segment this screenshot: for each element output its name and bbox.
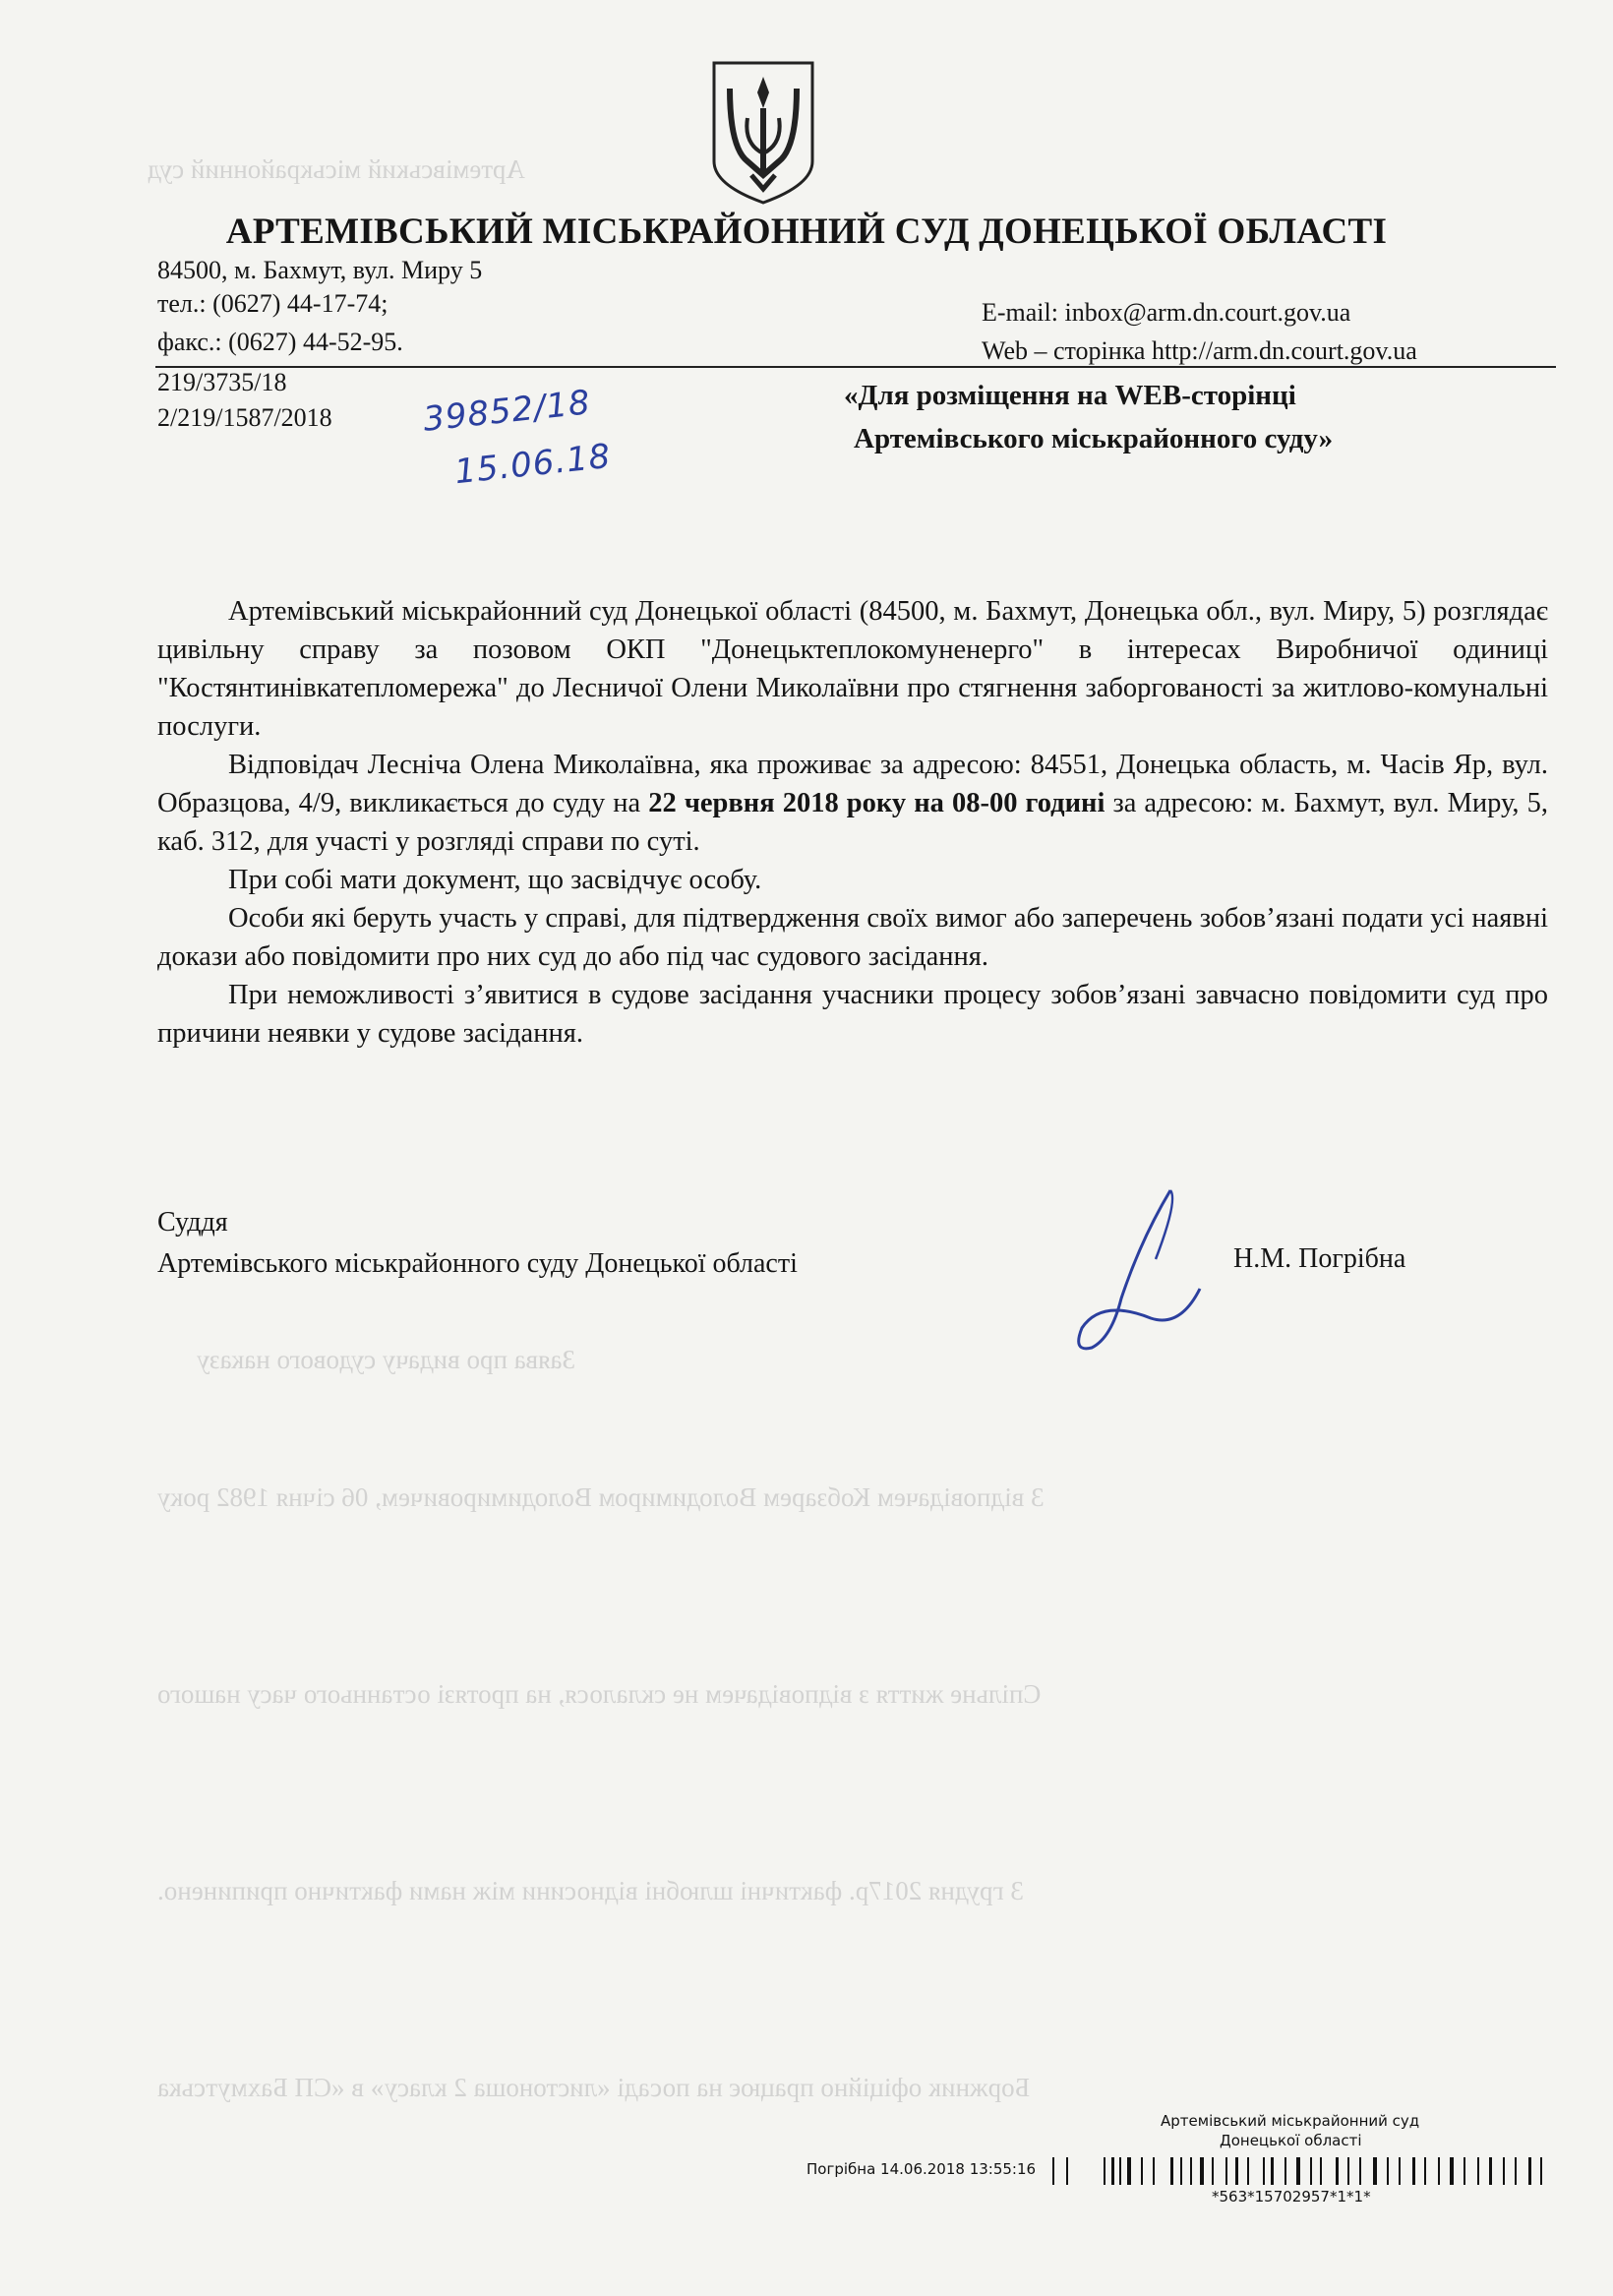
court-website: Web – сторінка http://arm.dn.court.gov.ua — [982, 336, 1417, 365]
bleed-through-text: 3 відповідачем Кобзарем Володимиром Володимировичем, 06 січня 1982 року — [157, 1482, 1045, 1512]
paragraph: При неможливості з’явитися в судове засідання учасники процесу зобов’язані завчасно повідомити суд про причини неявки у судове засідання. — [157, 980, 1548, 1049]
stamp-registration: Погрібна 14.06.2018 13:55:16 — [806, 2160, 1037, 2178]
header-divider — [155, 366, 1556, 368]
paragraph: Особи які беруть участь у справі, для підтвердження своїх вимог або заперечень зобов’язані подати усі наявні докази або повідомити про них суд до або під час судового засідання. — [157, 903, 1548, 972]
judge-name: Н.М. Погрібна — [1233, 1243, 1406, 1274]
bleed-through-text: Заява про видачу судового наказу — [197, 1345, 576, 1374]
bleed-through-text: Боржник офіційно працює на посаді «листоноша 2 класу» в «СП Бахмутська — [157, 2073, 1031, 2102]
paragraph-text: Відповідач Лесніча Олена Миколаївна, яка проживає за адресою: 84551, Донецька область, м. Часів Яр, вул. Образцова, 4/9, викликається до суду на — [157, 750, 1548, 818]
handwritten-registration-number: 39852/18 — [421, 383, 593, 440]
judge-court: Артемівського міськрайонного суду Донецької області — [157, 1248, 798, 1279]
paragraph: При собі мати документ, що засвідчує особу. — [228, 865, 762, 895]
case-number: 219/3735/18 — [157, 368, 287, 396]
notice-line: Артемівського міськрайонного суду» — [854, 423, 1334, 454]
barcode-text: *563*15702957*1*1* — [1212, 2188, 1371, 2205]
bleed-through-text: Артемівський міськрайонний суд — [148, 154, 525, 184]
notice-line: «Для розміщення на WEB-сторінці — [844, 380, 1296, 411]
stamp-court-name: Артемівський міськрайонний суд — [1161, 2112, 1420, 2130]
hearing-date: 22 червня 2018 року на 08-00 годині — [648, 788, 1105, 818]
court-title: АРТЕМІВСЬКИЙ МІСЬКРАЙОННИЙ СУД ДОНЕЦЬКОЇ ОБЛАСТІ — [225, 211, 1388, 252]
signature-block — [157, 1202, 798, 1285]
paragraph — [157, 746, 1548, 861]
summons-body — [157, 592, 1548, 1053]
court-address: 84500, м. Бахмут, вул. Миру 5 — [157, 256, 483, 284]
proceeding-number: 2/219/1587/2018 — [157, 403, 332, 432]
bleed-through-text: 3 грудня 2017р. фактичні шлюбні відносини між нами фактично припинено. — [157, 1876, 1024, 1905]
handwritten-registration-date: 15.06.18 — [452, 436, 614, 493]
court-fax: факс.: (0627) 44-52-95. — [157, 328, 403, 356]
paragraph: Артемівський міськрайонний суд Донецької області (84500, м. Бахмут, Донецька обл., вул. Миру, 5) розглядає цивільну справу за позовом ОКП "Донецьктеплокомуненерго" в інтересах Виробничої одиниці "Костянтинівкатепломережа" до Лесничої Олени Миколаївни про стягнення заборгованості за житлово-комунальні послуги. — [157, 596, 1548, 742]
bleed-through-text: Спільне життя з відповідачем не склалося, на протязі останнього часу нашого — [157, 1679, 1042, 1709]
handwritten-signature — [1062, 1180, 1229, 1367]
court-email: E-mail: inbox@arm.dn.court.gov.ua — [982, 298, 1351, 327]
judge-role: Суддя — [157, 1207, 228, 1238]
court-phone: тел.: (0627) 44-17-74; — [157, 289, 388, 318]
web-publication-notice — [844, 374, 1333, 460]
paragraph-text: за адресою: м. Бахмут, вул. Миру, 5, каб. 312, для участі у розгляді справи по суті. — [157, 788, 1549, 857]
barcode — [1052, 2157, 1544, 2185]
trident-emblem-icon — [708, 59, 818, 207]
stamp-court-region: Донецької області — [1220, 2132, 1362, 2149]
